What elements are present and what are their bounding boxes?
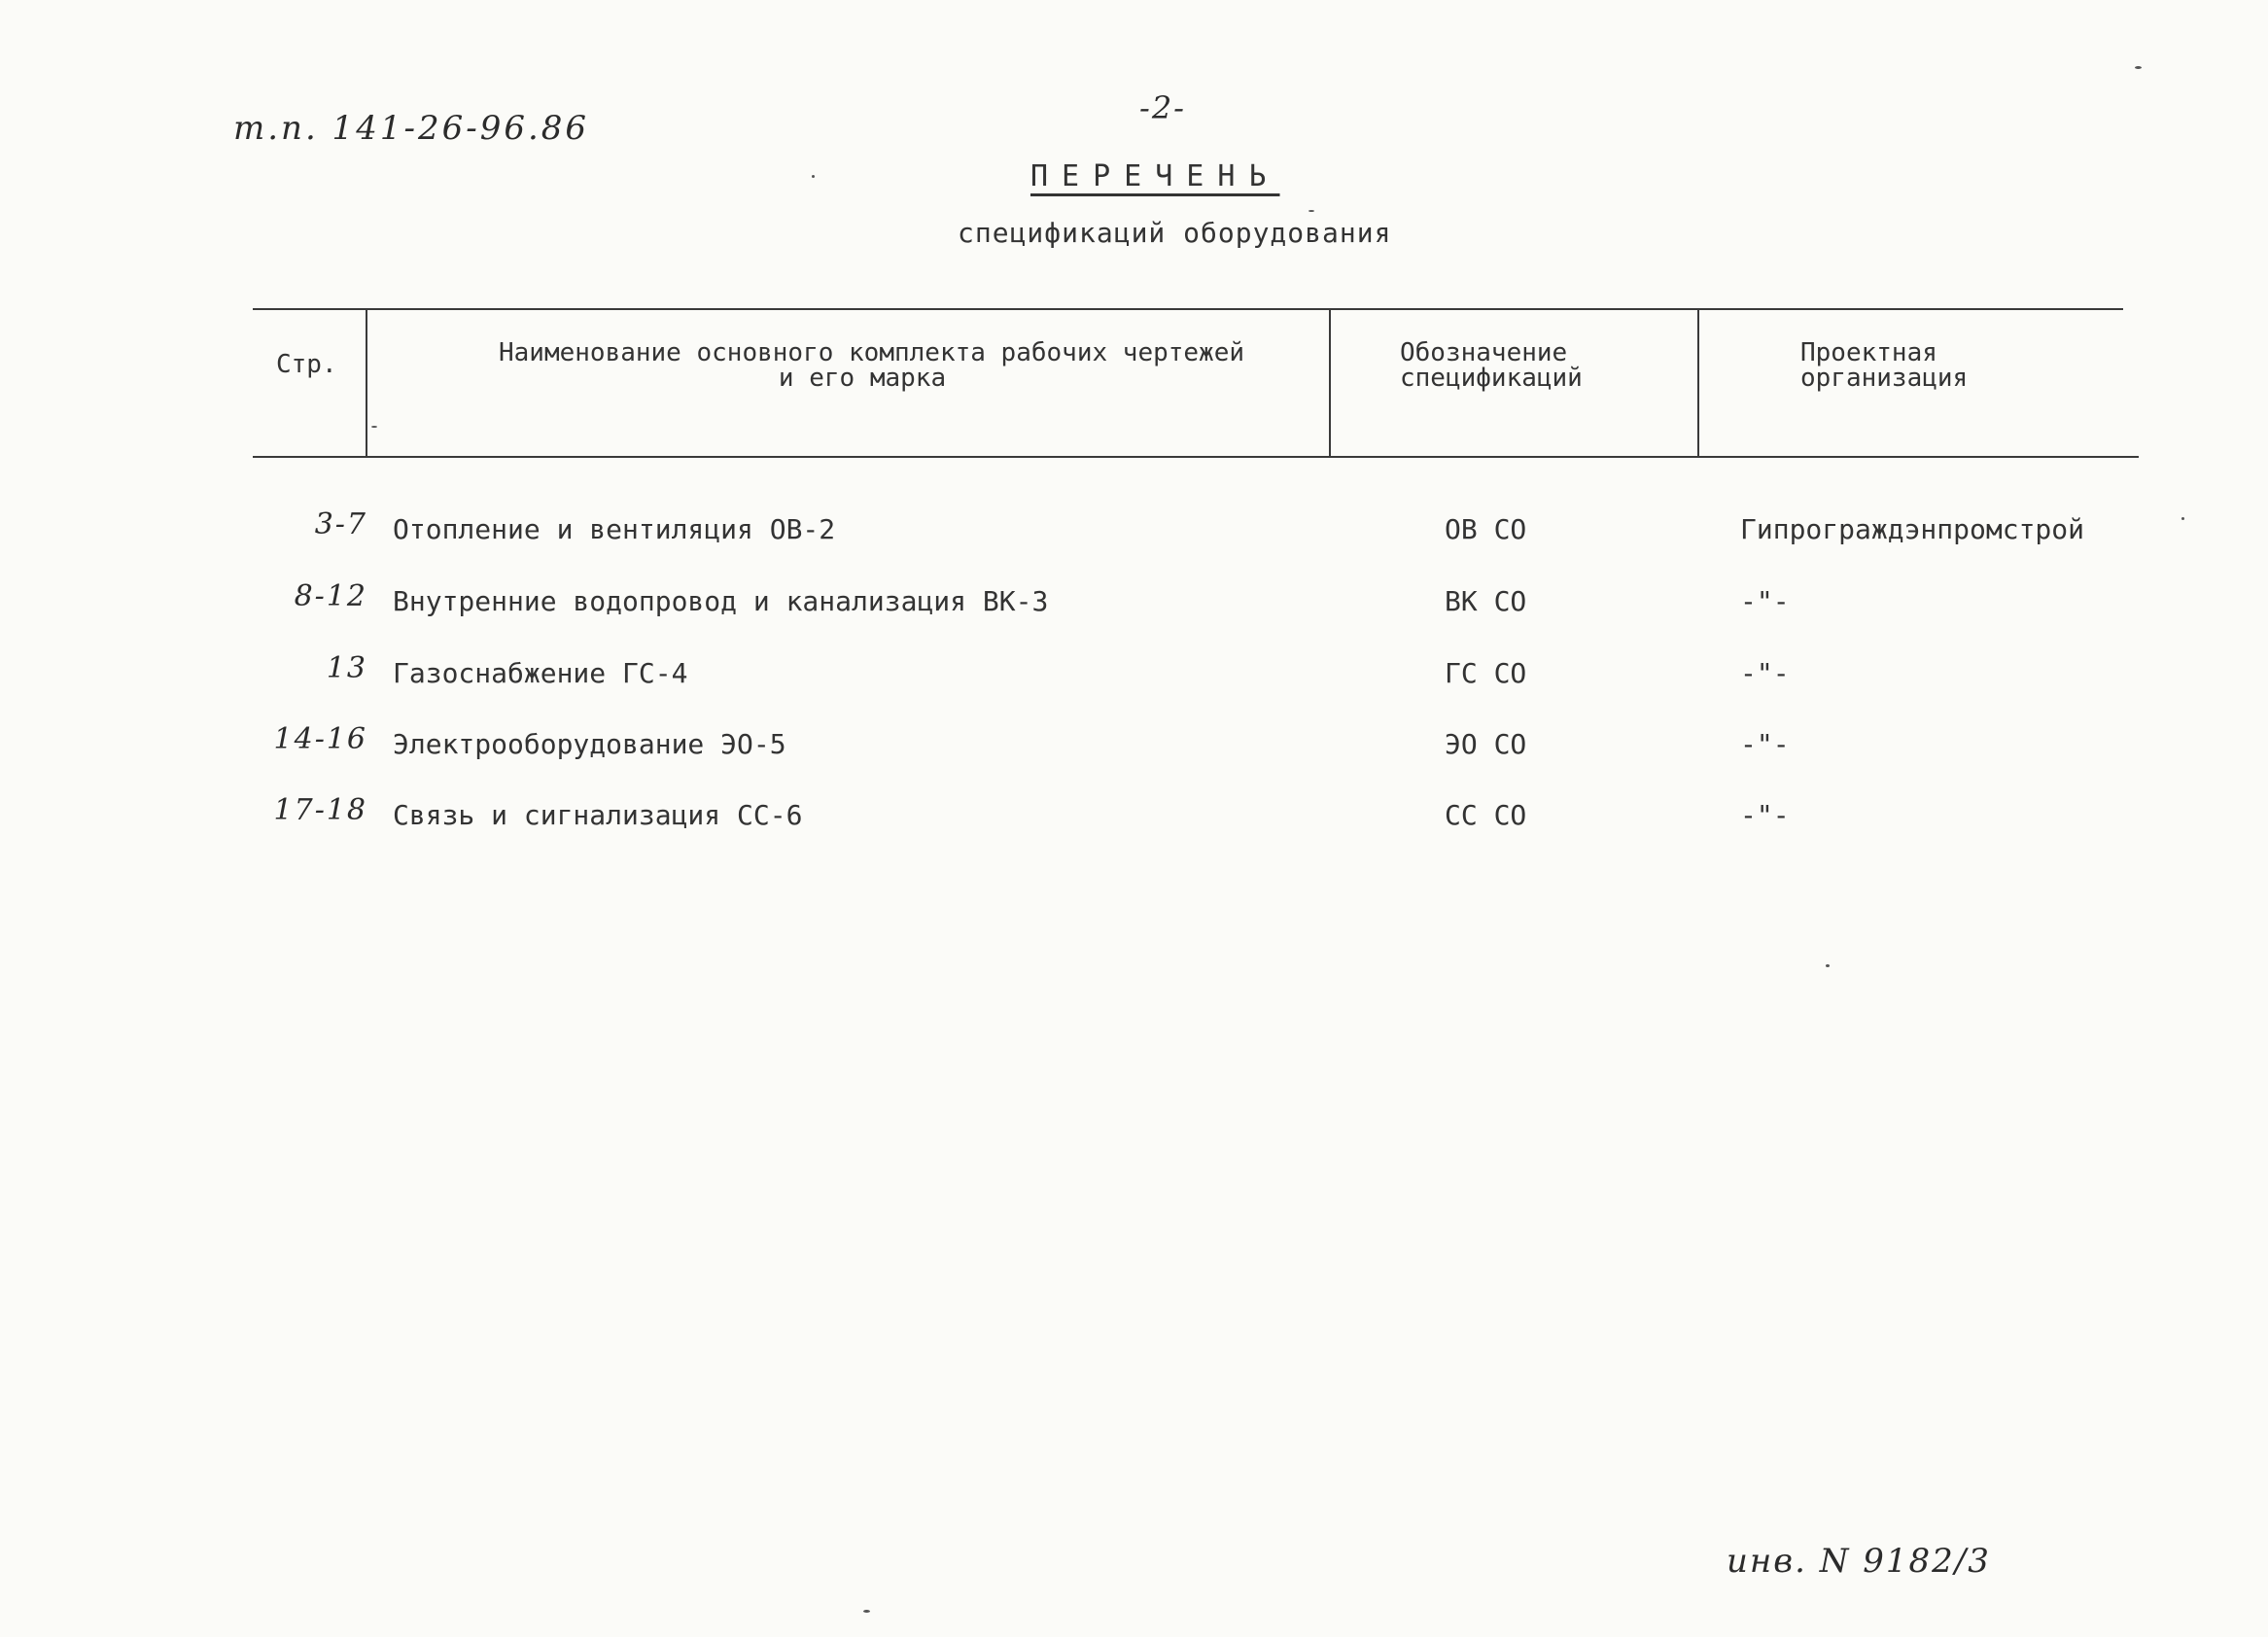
row-organization: -"- (1740, 799, 1790, 831)
document-code: т.п. 141-26-96.86 (233, 109, 590, 148)
scan-speck (2135, 66, 2142, 69)
row-name: Электрооборудование ЭО-5 (393, 728, 786, 760)
header-top-rule (253, 308, 2123, 310)
table-row (0, 789, 2268, 838)
row-page: 17-18 (273, 793, 367, 827)
table-row (0, 647, 2268, 696)
table-row (0, 504, 2268, 552)
header-bottom-rule (253, 456, 2139, 458)
row-name: Отопление и вентиляция ОВ-2 (393, 513, 836, 545)
row-organization: -"- (1740, 728, 1790, 760)
column-header-organization: Проектная организация (1800, 338, 1969, 393)
scan-speck (1308, 210, 1314, 212)
column-header-page: Стр. (276, 350, 337, 379)
scan-speck (812, 175, 815, 178)
scan-speck (2181, 517, 2184, 520)
row-page: 3-7 (314, 507, 367, 541)
row-name: Внутренние водопровод и канализация ВК-3 (393, 585, 1049, 617)
table-row (0, 718, 2268, 767)
row-organization: -"- (1740, 585, 1790, 617)
row-name: Связь и сигнализация СС-6 (393, 799, 803, 831)
row-page: 13 (326, 651, 367, 685)
row-code: ГС СО (1445, 657, 1527, 689)
row-page: 8-12 (294, 579, 367, 613)
row-page: 14-16 (273, 722, 367, 756)
row-code: ОВ СО (1445, 513, 1527, 545)
document-subtitle: спецификаций оборудования (958, 217, 1392, 249)
column-header-code: Обозначение спецификаций (1400, 338, 1583, 393)
row-organization: Гипрограждэнпромстрой (1740, 513, 2085, 545)
header-divider-2 (1329, 308, 1331, 458)
document-title: ПЕРЕЧЕНЬ (1030, 159, 1280, 193)
row-name: Газоснабжение ГС-4 (393, 657, 688, 689)
header-divider-1 (366, 308, 367, 458)
scan-speck (371, 426, 377, 428)
row-organization: -"- (1740, 657, 1790, 689)
row-code: СС СО (1445, 799, 1527, 831)
header-divider-3 (1697, 308, 1699, 458)
inventory-number: инв. N 9182/3 (1727, 1542, 1991, 1581)
scan-speck (863, 1610, 870, 1613)
table-row (0, 575, 2268, 624)
scan-speck (1826, 964, 1830, 967)
row-code: ЭО СО (1445, 728, 1527, 760)
row-code: ВК СО (1445, 585, 1527, 617)
page-number: -2- (1139, 89, 1186, 126)
column-header-name: Наименование основного комплекта рабочих чертежей и его марка (499, 338, 1245, 393)
